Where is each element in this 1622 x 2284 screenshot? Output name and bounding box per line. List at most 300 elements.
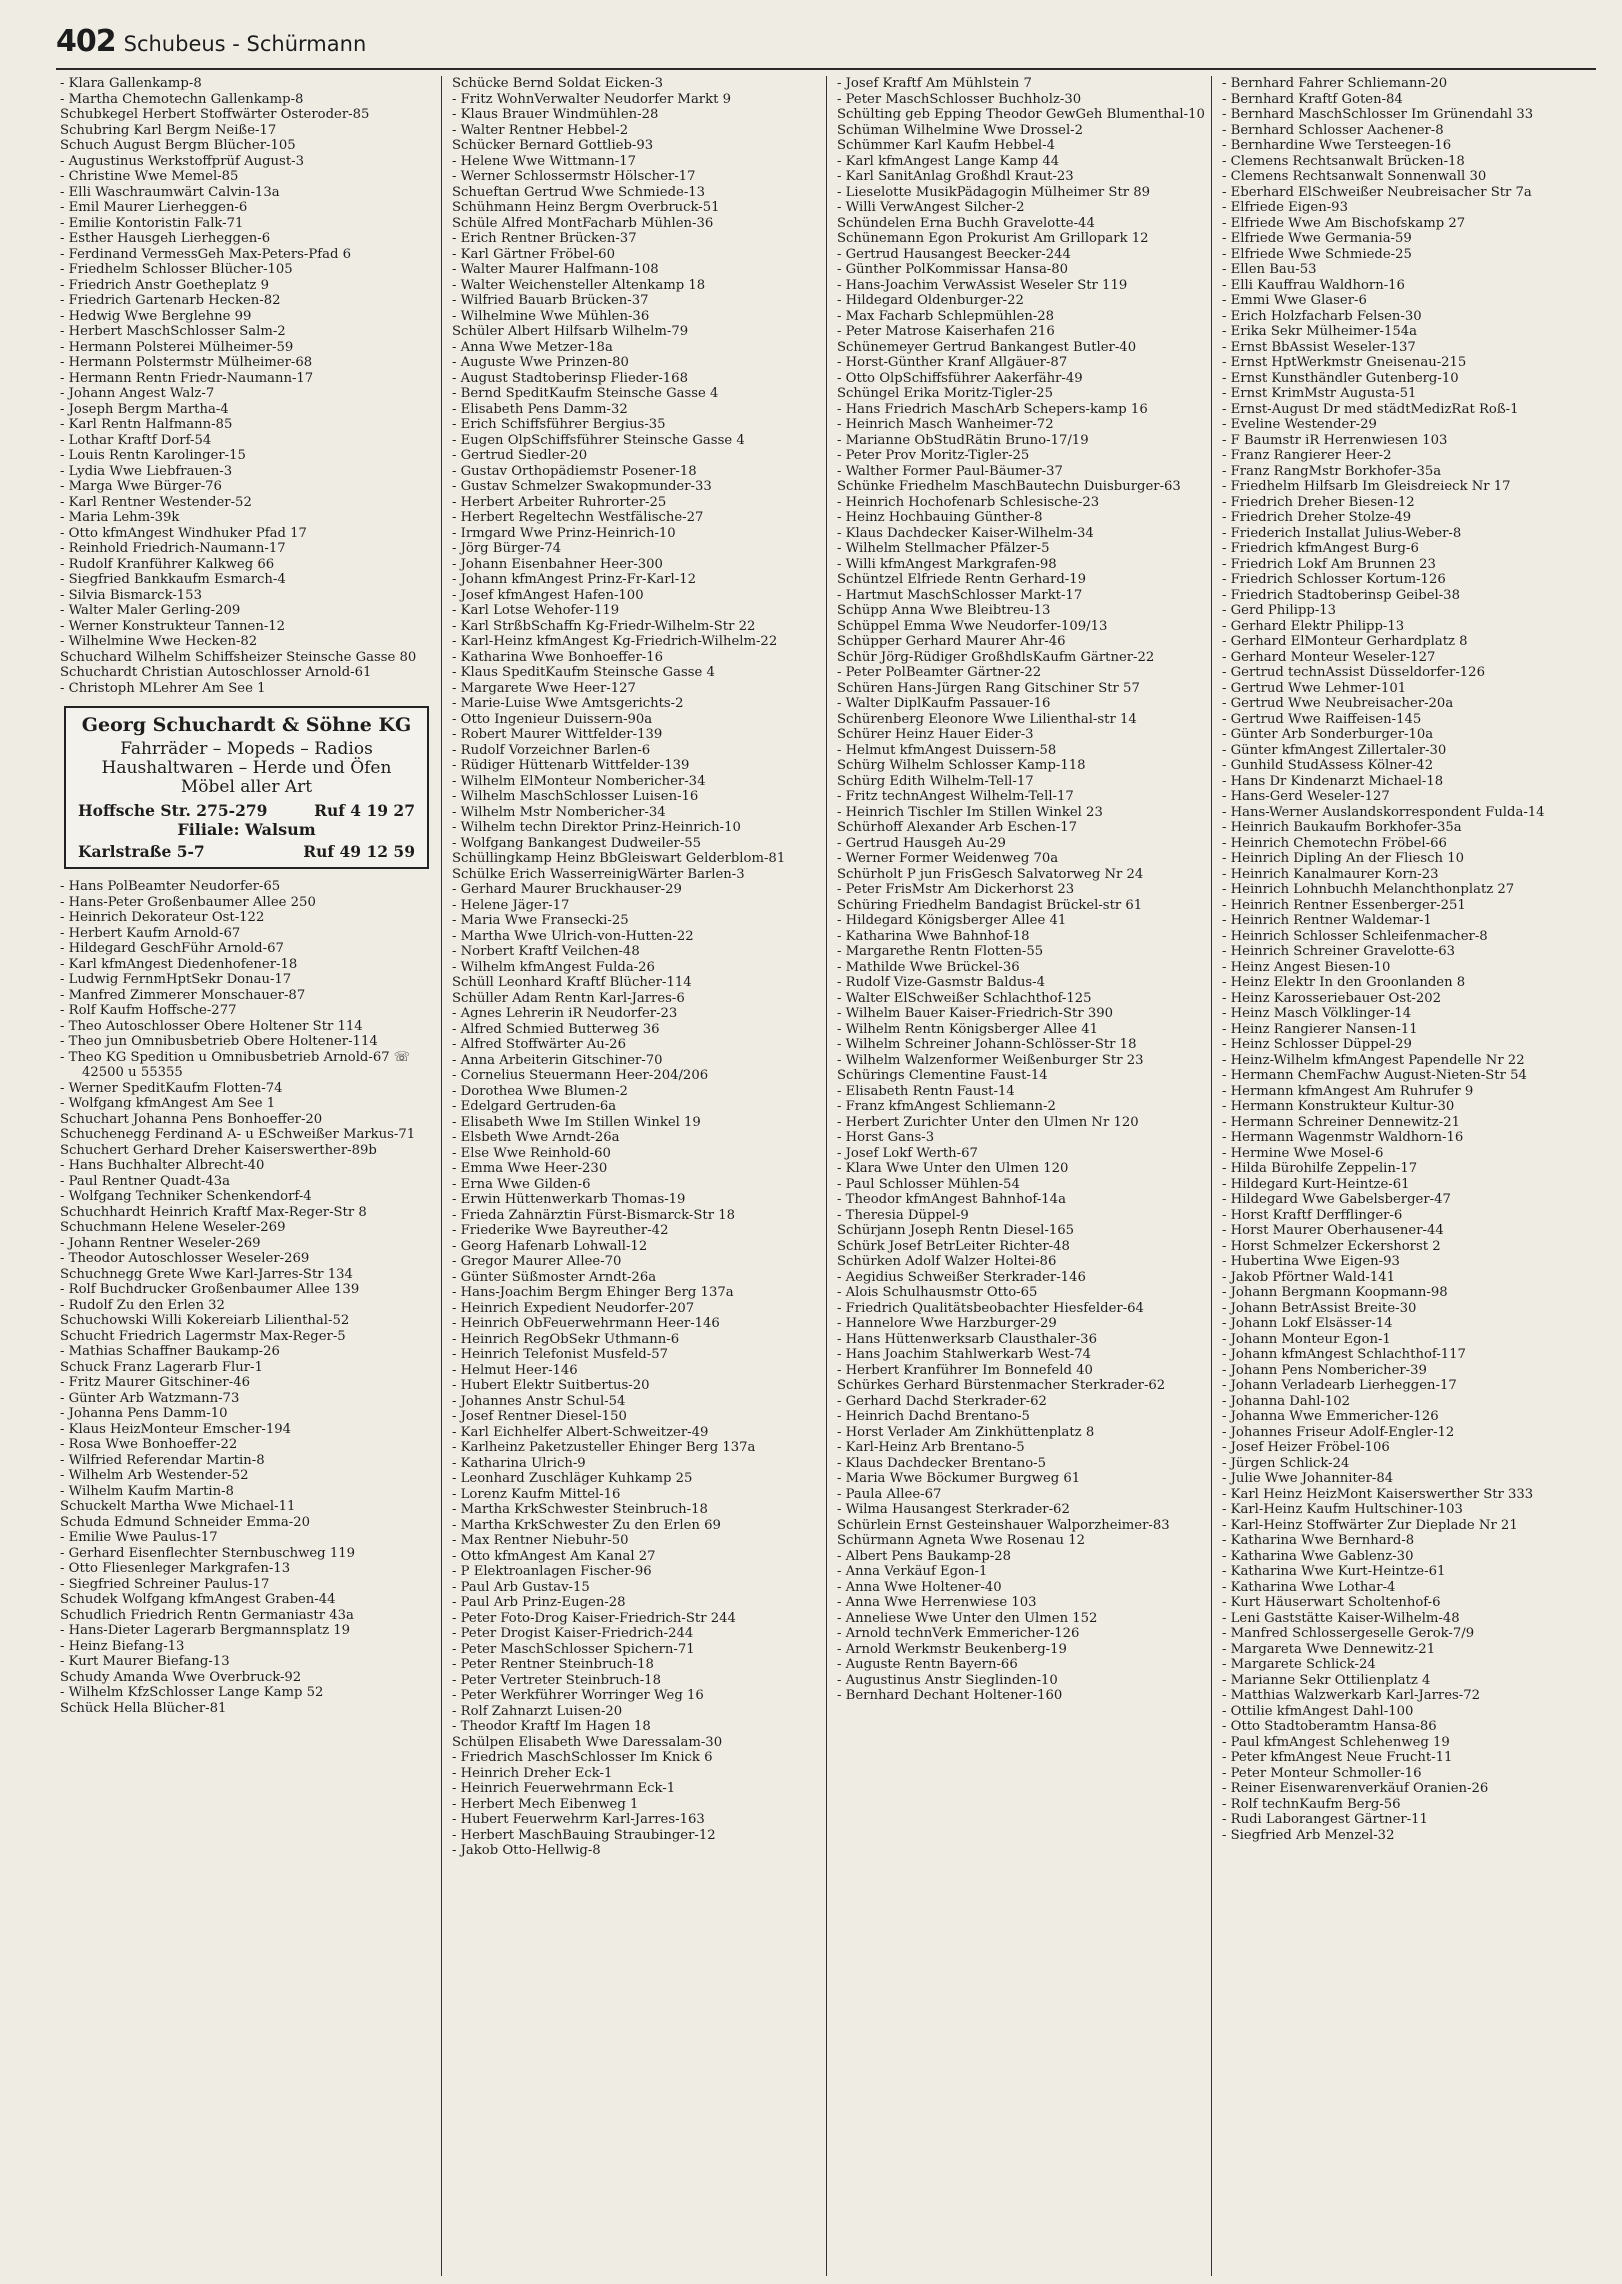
directory-entry: - Ernst KrimMstr Augusta-51 [1222,386,1417,401]
directory-entry: - Heinz Rangierer Nansen-11 [1222,1021,1418,1037]
directory-entry: - Johann kfmAngest Schlachthof-117 [1222,1347,1466,1362]
directory-entry: - Hans-Peter Großenbaumer Allee 250 [60,894,316,910]
directory-entry: - Bernhard Schlosser Aachener-8 [1222,122,1444,138]
page-header [56,24,366,60]
directory-entry: - Hans Dr Kindenarzt Michael-18 [1222,773,1444,789]
directory-entry: Schülting geb Epping Theodor GewGeh Blumenthal-10 [837,107,1205,122]
directory-entry: - Hildegard Königsberger Allee 41 [837,913,1067,928]
directory-entry: - Herbert Kranführer Im Bonnefeld 40 [837,1362,1093,1378]
directory-entry: Schünemann Egon Prokurist Am Grillopark 12 [837,231,1149,246]
ad-address-1: Hoffsche Str. 275-279 [78,800,268,820]
directory-entry: - Josef kfmAngest Hafen-100 [452,587,644,603]
directory-entry: - Friedhelm Schlosser Blücher-105 [60,262,293,277]
directory-entry: - Erna Wwe Gilden-6 [452,1176,591,1192]
directory-entry: - Wilhelm Kaufm Martin-8 [60,1483,234,1499]
directory-entry: - Herbert Arbeiter Ruhrorter-25 [452,494,667,510]
directory-entry: - Siegfried Arb Menzel-32 [1222,1827,1395,1843]
directory-entry: - Helmut Heer-146 [452,1362,578,1378]
directory-entry: - Wilhelm Rentn Königsberger Allee 41 [837,1021,1099,1037]
directory-entry: Schürmann Agneta Wwe Rosenau 12 [837,1533,1085,1548]
directory-entry: - Werner Schlossermstr Hölscher-17 [452,169,696,184]
directory-entry: - Hans Joachim Stahlwerkarb West-74 [837,1347,1092,1362]
directory-entry: - Günter kfmAngest Zillertaler-30 [1222,742,1447,758]
directory-entry: - Friedrich Schlosser Kortum-126 [1222,572,1446,587]
directory-entry: - Wilhelmine Wwe Mühlen-36 [452,308,650,324]
directory-entry: - Gerhard Eisenflechter Sternbuschweg 119 [60,1545,355,1561]
directory-entry: - Heinz Angest Biesen-10 [1222,959,1391,975]
directory-entry: - Wilfried Referendar Martin-8 [60,1452,265,1468]
directory-entry: Schür Jörg-Rüdiger GroßhdlsKaufm Gärtner-22 [837,649,1155,665]
directory-entry: Schüpper Gerhard Maurer Ahr-46 [837,634,1066,649]
directory-entry: - Helmut kfmAngest Duissern-58 [837,742,1057,758]
directory-entry: - Josef Lokf Werth-67 [837,1145,978,1161]
directory-entry: - Wilhelm Schreiner Johann-Schlösser-Str 18 [837,1037,1137,1052]
directory-entry: - Karl-Heinz Stoffwärter Zur Dieplade Nr 21 [1222,1517,1518,1533]
directory-entry: - Walter DiplKaufm Passauer-16 [837,696,1051,711]
directory-entry: - Wilfried Bauarb Brücken-37 [452,293,649,308]
directory-entry: - Heinz Hochbauing Günther-8 [837,510,1043,525]
directory-entry: - Horst Gans-3 [837,1130,935,1145]
directory-entry: - Rolf Buchdrucker Großenbaumer Allee 139 [60,1282,360,1297]
directory-entry: - Peter MaschSchlosser Spichern-71 [452,1641,695,1657]
directory-entry: - Heinrich Dipling An der Fliesch 10 [1222,851,1465,866]
directory-entry: - Jürgen Schlick-24 [1222,1455,1350,1471]
directory-entry: - Katharina Wwe Kurt-Heintze-61 [1222,1564,1446,1579]
page-number: 402 [56,24,116,59]
directory-entry: - Hans Buchhalter Albrecht-40 [60,1158,265,1173]
directory-entry: - Heinrich Masch Wanheimer-72 [837,417,1054,432]
directory-entry: - Peter Werkführer Worringer Weg 16 [452,1688,704,1703]
directory-entry: - Maria Lehm-39k [60,510,180,525]
directory-entry: - Johann Monteur Egon-1 [1222,1331,1391,1347]
directory-entry: Schuchowski Willi Kokereiarb Lilienthal-52 [60,1313,350,1328]
directory-entry: - Walther Former Paul-Bäumer-37 [837,463,1063,479]
directory-entry: - Peter PolBeamter Gärtner-22 [837,665,1042,680]
directory-entry: - Anna Wwe Herrenwiese 103 [837,1595,1037,1610]
directory-entry: - Max Facharb Schlepmühlen-28 [837,308,1055,324]
directory-entry: - Herbert Mech Eibenweg 1 [452,1796,639,1812]
directory-entry: - Karl kfmAngest Lange Kamp 44 [837,153,1060,169]
directory-entry: - Heinrich Dachd Brentano-5 [837,1409,1030,1424]
directory-entry: - Hubertina Wwe Eigen-93 [1222,1254,1400,1269]
directory-entry: - Wilhelm Walzenformer Weißenburger Str 23 [837,1052,1144,1068]
column-1-bottom-entries [60,879,435,1716]
directory-entry: - Johann Pens Nombericher-39 [1222,1362,1427,1378]
directory-entry: Schüring Friedhelm Bandagist Brückel-str 61 [837,897,1143,913]
directory-entry: Schüll Leonhard Kraftf Blücher-114 [452,975,692,990]
directory-entry: Schürlein Ernst Gesteinshauer Walporzheimer-83 [837,1517,1170,1533]
directory-entry: Schüntzel Elfriede Rentn Gerhard-19 [837,572,1087,587]
directory-entry: - Anna Verkäuf Egon-1 [837,1564,988,1579]
directory-entry: - Wolfgang Bankangest Dudweiler-55 [452,835,702,851]
directory-entry: - Alfred Schmied Butterweg 36 [452,1021,660,1037]
directory-entry: - Hildegard GeschFühr Arnold-67 [60,941,284,956]
directory-entry: - Emilie Kontoristin Falk-71 [60,215,244,231]
directory-entry: - Rudolf Vorzeichner Barlen-6 [452,742,651,758]
directory-entry: - Gertrud technAssist Düsseldorfer-126 [1222,665,1485,680]
directory-entry: - Theo jun Omnibusbetrieb Obere Holtener-114 [60,1034,378,1049]
directory-entry: - Peter Vertreter Steinbruch-18 [452,1672,661,1688]
directory-entry: - Gertrud Wwe Raiffeisen-145 [1222,711,1422,727]
directory-entry: - Friedrich Dreher Biesen-12 [1222,494,1415,510]
directory-entry: - Theodor kfmAngest Bahnhof-14a [837,1192,1066,1207]
directory-entry: - Ellen Bau-53 [1222,262,1317,277]
advertisement-box [64,706,429,869]
directory-entry: - Arnold Werkmstr Beukenberg-19 [837,1641,1067,1657]
directory-entry: - Lorenz Kaufm Mittel-16 [452,1486,621,1502]
directory-entry: - Robert Maurer Wittfelder-139 [452,727,663,742]
directory-entry: Schülpen Elisabeth Wwe Daressalam-30 [452,1734,723,1750]
directory-entry: - Gertrud Wwe Lehmer-101 [1222,680,1407,696]
header-rule [56,68,1596,70]
directory-entry: - Helene Wwe Wittmann-17 [452,153,637,169]
directory-entry: - Anna Wwe Metzer-18a [452,339,613,355]
directory-entry: - Jakob Pförtner Wald-141 [1222,1269,1396,1285]
directory-entry: - Wolfgang kfmAngest Am See 1 [60,1096,276,1111]
directory-entry: - Marianne Sekr Ottilienplatz 4 [1222,1672,1431,1688]
directory-entry: - Horst Verlader Am Zinkhüttenplatz 8 [837,1424,1095,1440]
directory-entry: - Johann BetrAssist Breite-30 [1222,1300,1417,1316]
directory-entry: Schuda Edmund Schneider Emma-20 [60,1514,311,1530]
directory-entry: - Johannes Anstr Schul-54 [452,1393,626,1409]
directory-entry: - Matthias Walzwerkarb Karl-Jarres-72 [1222,1688,1481,1703]
directory-entry: - Else Wwe Reinhold-60 [452,1145,611,1161]
directory-entry: - Bernhard Dechant Holtener-160 [837,1688,1063,1703]
directory-entry: - Peter Prov Moritz-Tigler-25 [837,448,1030,463]
directory-entry: Schüle Alfred MontFacharb Mühlen-36 [452,215,714,231]
directory-entry: - Leonhard Zuschläger Kuhkamp 25 [452,1471,693,1486]
directory-entry: - Fritz WohnVerwalter Neudorfer Markt 9 [452,91,731,107]
directory-entry: - Heinz Elektr In den Groonlanden 8 [1222,975,1466,990]
directory-entry: - Walter ElSchweißer Schlachthof-125 [837,990,1092,1006]
directory-entry: - Hannelore Wwe Harzburger-29 [837,1316,1057,1331]
directory-entry: - Karl StrßbSchaffn Kg-Friedr-Wilhelm-Str 22 [452,618,756,634]
directory-entry: - Rolf Zahnarzt Luisen-20 [452,1703,623,1719]
directory-entry: Schürkes Gerhard Bürstenmacher Sterkrader-62 [837,1378,1166,1393]
directory-entry: - Peter FrisMstr Am Dickerhorst 23 [837,882,1075,897]
directory-entry: - Elli Waschraumwärt Calvin-13a [60,184,280,200]
directory-entry: Schürings Clementine Faust-14 [837,1068,1048,1083]
directory-entry: - Ludwig FernmHptSekr Donau-17 [60,972,292,987]
directory-entry: - Reinhold Friedrich-Naumann-17 [60,541,286,556]
directory-entry: - Fritz technAngest Wilhelm-Tell-17 [837,789,1074,804]
directory-entry: - Rudi Laborangest Gärtner-11 [1222,1812,1428,1827]
directory-entry: - Franz RangMstr Borkhofer-35a [1222,463,1442,479]
directory-entry: - Heinrich Rentner Waldemar-1 [1222,913,1432,928]
directory-entry: - Gertrud Hausangest Beecker-244 [837,246,1071,262]
directory-entry: Schüler Albert Hilfsarb Wilhelm-79 [452,324,689,339]
directory-entry: Schüngel Erika Moritz-Tigler-25 [837,386,1053,401]
directory-entry: - Klaus SpeditKaufm Steinsche Gasse 4 [452,665,715,680]
directory-entry: - Arnold technVerk Emmericher-126 [837,1626,1080,1641]
directory-entry: - Karlheinz Paketzusteller Ehinger Berg 137a [452,1440,756,1455]
directory-entry: - Hermann Schreiner Dennewitz-21 [1222,1114,1460,1130]
directory-entry: - Gertrud Wwe Neubreisacher-20a [1222,696,1454,711]
directory-entry: - Augustinus Werkstoffprüf August-3 [60,153,304,169]
directory-entry: - Frieda Zahnärztin Fürst-Bismarck-Str 18 [452,1207,735,1223]
directory-entry: - Gerhard Elektr Philipp-13 [1222,618,1405,634]
directory-entry: - Siegfried Bankkaufm Esmarch-4 [60,572,286,587]
directory-entry: - Friedrich Lokf Am Brunnen 23 [1222,556,1436,572]
directory-entry: - Heinrich Feuerwehrmann Eck-1 [452,1781,676,1796]
directory-entry: - Heinrich Schlosser Schleifenmacher-8 [1222,928,1488,944]
directory-entry: - Klaus HeizMonteur Emscher-194 [60,1421,292,1437]
directory-entry: Schuchardt Christian Autoschlosser Arnold-61 [60,665,372,680]
directory-entry: - Elfriede Wwe Am Bischofskamp 27 [1222,215,1466,231]
ad-line-1: Fahrräder – Mopeds – Radios [120,738,373,759]
directory-entry: Schürer Heinz Hauer Eider-3 [837,727,1034,742]
directory-entry: - Otto Ingenieur Duissern-90a [452,711,653,727]
directory-entry: - Heinz Schlosser Düppel-29 [1222,1037,1412,1052]
directory-entry: - Peter Matrose Kaiserhafen 216 [837,324,1055,339]
directory-entry: Schülke Erich WasserreinigWärter Barlen-3 [452,866,745,882]
column-4 [1211,76,1596,2276]
directory-entry: - Fritz Maurer Gitschiner-46 [60,1375,250,1390]
directory-entry: - Hermann Polsterei Mülheimer-59 [60,339,294,355]
directory-entry: - Georg Hafenarb Lohwall-12 [452,1238,648,1254]
directory-entry: - Mathilde Wwe Brückel-36 [837,959,1020,975]
directory-entry: - Silvia Bismarck-153 [60,587,202,603]
directory-entry: - Erika Sekr Mülheimer-154a [1222,324,1417,339]
directory-entry: - Margarethe Rentn Flotten-55 [837,944,1044,959]
directory-entry: - Erich Holzfacharb Felsen-30 [1222,308,1422,324]
directory-entry: - Herbert Kaufm Arnold-67 [60,925,241,941]
directory-entry: - Heinrich RegObSekr Uthmann-6 [452,1331,680,1347]
directory-entry: - Gertrud Siedler-20 [452,448,588,463]
directory-entry: - Wilhelm techn Direktor Prinz-Heinrich-10 [452,820,741,835]
directory-entry: - Hermann Wagenmstr Waldhorn-16 [1222,1130,1464,1145]
directory-entry: - Heinrich Telefonist Musfeld-57 [452,1347,668,1362]
directory-entry: - Heinrich Baukaufm Borkhofer-35a [1222,820,1462,835]
directory-entry: - Wilhelm Bauer Kaiser-Friedrich-Str 390 [837,1006,1114,1021]
directory-entry: - Hermann kfmAngest Am Ruhrufer 9 [1222,1083,1474,1099]
directory-entry: - Herbert Zurichter Unter den Ulmen Nr 120 [837,1114,1139,1130]
directory-entry: - Eugen OlpSchiffsführer Steinsche Gasse 4 [452,432,745,448]
directory-entry: Schuckelt Martha Wwe Michael-11 [60,1499,296,1514]
directory-entry: - Erich Schiffsführer Bergius-35 [452,417,666,432]
directory-entry: - Heinrich Dreher Eck-1 [452,1765,613,1781]
directory-entry: - Heinrich Kanalmaurer Korn-23 [1222,866,1439,882]
directory-entry: - August Stadtoberinsp Flieder-168 [452,370,688,386]
directory-entry: - Manfred Schlossergeselle Gerok-7/9 [1222,1626,1475,1641]
directory-entry: - Herbert MaschSchlosser Salm-2 [60,324,286,339]
directory-entry: Schüpp Anna Wwe Bleibtreu-13 [837,603,1051,618]
directory-entry: - Emilie Wwe Paulus-17 [60,1530,218,1545]
directory-entry: - Martha KrkSchwester Zu den Erlen 69 [452,1517,721,1533]
directory-entry: - Bernd SpeditKaufm Steinsche Gasse 4 [452,386,719,401]
directory-entry: Schühmann Heinz Bergm Overbruck-51 [452,200,720,215]
directory-entry: - Elli Kauffrau Waldhorn-16 [1222,277,1405,293]
directory-entry: - Lydia Wwe Liebfrauen-3 [60,463,233,479]
directory-entry: - Theresia Düppel-9 [837,1207,969,1223]
directory-entry: - Karl Gärtner Fröbel-60 [452,246,615,262]
directory-entry: - Karl-Heinz Kaufm Hultschiner-103 [1222,1502,1463,1517]
directory-entry: - Friedrich Stadtoberinsp Geibel-38 [1222,587,1460,603]
directory-entry: - Johanna Pens Damm-10 [60,1406,228,1421]
directory-entry: - Herbert MaschBauing Straubinger-12 [452,1827,716,1843]
directory-entry: - Hedwig Wwe Berglehne 99 [60,308,252,324]
directory-entry: - Karl-Heinz kfmAngest Kg-Friedrich-Wilhelm-22 [452,634,778,649]
directory-entry: Schürk Josef BetrLeiter Richter-48 [837,1238,1070,1254]
directory-entry: - Martha Chemotechn Gallenkamp-8 [60,91,304,107]
directory-entry: - Agnes Lehrerin iR Neudorfer-23 [452,1006,678,1021]
directory-entry: - Friedrich Qualitätsbeobachter Hiesfelder-64 [837,1300,1144,1316]
directory-entry: - Erich Rentner Brücken-37 [452,231,637,246]
directory-entry: - Willi kfmAngest Markgrafen-98 [837,556,1057,572]
directory-entry: - Bernhard MaschSchlosser Im Grünendahl 33 [1222,107,1534,122]
directory-entry: - Werner SpeditKaufm Flotten-74 [60,1080,283,1096]
directory-entry: - Karl Heinz HeizMont Kaiserswerther Str 333 [1222,1486,1534,1502]
directory-entry: - Katharina Wwe Gablenz-30 [1222,1548,1414,1564]
directory-entry: Schümmer Karl Kaufm Hebbel-4 [837,138,1055,153]
directory-entry: - Wilhelm Arb Westender-52 [60,1468,249,1483]
directory-entry: - Johanna Dahl-102 [1222,1393,1351,1409]
directory-entry: - Friedrich kfmAngest Burg-6 [1222,541,1419,556]
directory-entry: Schubring Karl Bergm Neiße-17 [60,122,277,138]
directory-entry: - Hans-Dieter Lagerarb Bergmannsplatz 19 [60,1623,350,1638]
directory-entry: Schünke Friedhelm MaschBautechn Duisburger-63 [837,479,1181,494]
directory-entry: - Elfriede Wwe Schmiede-25 [1222,246,1412,262]
directory-entry: - Friedrich Dreher Stolze-49 [1222,510,1412,525]
directory-entry: - Karl Rentn Halfmann-85 [60,417,233,432]
directory-entry: - Rudolf Zu den Erlen 32 [60,1297,225,1313]
directory-entry: - Heinrich ObFeuerwehrmann Heer-146 [452,1316,720,1331]
directory-entry: - Otto Stadtoberamtm Hansa-86 [1222,1719,1437,1734]
directory-entry: - Irmgard Wwe Prinz-Heinrich-10 [452,525,676,541]
directory-entry: - Otto kfmAngest Windhuker Pfad 17 [60,525,307,541]
directory-entry: Schücker Bernard Gottlieb-93 [452,138,654,153]
directory-entry: - Edelgard Gertruden-6a [452,1099,617,1114]
directory-entry: Schück Hella Blücher-81 [60,1700,227,1716]
ad-phone-1: Ruf 4 19 27 [314,800,415,820]
directory-entry: Schüllingkamp Heinz BbGleiswart Gelderblom-81 [452,851,786,866]
directory-entry: Schuck Franz Lagerarb Flur-1 [60,1359,263,1375]
directory-entry: - Karl Eichhelfer Albert-Schweitzer-49 [452,1424,709,1440]
directory-entry: - Hildegard Kurt-Heintze-61 [1222,1176,1410,1192]
directory-entry: - Katharina Wwe Bahnhof-18 [837,928,1030,944]
directory-entry: - Rolf Kaufm Hoffsche-277 [60,1003,237,1018]
directory-entry: - Herbert Regeltechn Westfälische-27 [452,510,704,525]
directory-entry: - Wilhelm KfzSchlosser Lange Kamp 52 [60,1685,324,1700]
directory-entry: - Max Rentner Niebuhr-50 [452,1533,629,1548]
directory-entry: - Elfriede Wwe Germania-59 [1222,231,1412,246]
directory-entry: - Werner Former Weidenweg 70a [837,851,1059,866]
directory-entry: - Rüdiger Hüttenarb Wittfelder-139 [452,758,690,773]
directory-entry: - Heinz Karosseriebauer Ost-202 [1222,990,1442,1006]
directory-entry: - Johann Angest Walz-7 [60,386,215,401]
directory-entry: - Johanna Wwe Emmericher-126 [1222,1409,1439,1424]
directory-entry: - Gunhild StudAssess Kölner-42 [1222,758,1434,773]
directory-entry: - Katharina Wwe Bonhoeffer-16 [452,649,663,665]
directory-entry: - Peter Monteur Schmoller-16 [1222,1765,1422,1781]
page-range-title: Schubeus - Schürmann [123,32,367,56]
directory-entry: - Heinrich Schreiner Gravelotte-63 [1222,944,1456,959]
directory-entry: - Paul kfmAngest Schlehenweg 19 [1222,1734,1450,1750]
directory-entry: - Erwin Hüttenwerkarb Thomas-19 [452,1192,686,1207]
directory-entry: - Gustav Orthopädiemstr Posener-18 [452,463,697,479]
directory-entry: - Elisabeth Wwe Im Stillen Winkel 19 [452,1114,701,1130]
directory-entry: - Friedrich Gartenarb Hecken-82 [60,293,281,308]
directory-entry: - Günter Arb Sonderburger-10a [1222,727,1434,742]
directory-entry: - Elisabeth Rentn Faust-14 [837,1083,1015,1099]
directory-entry: Schueftan Gertrud Wwe Schmiede-13 [452,184,706,200]
directory-entry: Schucht Friedrich Lagermstr Max-Reger-5 [60,1328,346,1344]
directory-entry: - Peter Drogist Kaiser-Friedrich-244 [452,1626,694,1641]
directory-entry: - Ernst-August Dr med städtMedizRat Roß-1 [1222,401,1519,417]
directory-columns [56,76,1596,2276]
directory-entry: - Otto OlpSchiffsführer Aakerfähr-49 [837,370,1083,386]
directory-entry: - Ernst HptWerkmstr Gneisenau-215 [1222,355,1467,370]
directory-entry: - Klaus Dachdecker Brentano-5 [837,1455,1047,1471]
directory-entry: Schuchmann Helene Weseler-269 [60,1220,286,1235]
directory-entry: - Anneliese Wwe Unter den Ulmen 152 [837,1610,1098,1626]
directory-entry: - Eberhard ElSchweißer Neubreisacher Str 7a [1222,184,1532,200]
directory-entry: - Hildegard Oldenburger-22 [837,293,1024,308]
directory-entry: - Friedrich Anstr Goetheplatz 9 [60,277,269,293]
directory-entry: - Paul Arb Prinz-Eugen-28 [452,1595,626,1610]
directory-entry: Schücke Bernd Soldat Eicken-3 [452,76,664,91]
directory-entry: - Otto kfmAngest Am Kanal 27 [452,1548,656,1564]
directory-entry: - Günther PolKommissar Hansa-80 [837,262,1069,277]
directory-entry: - Theodor Kraftf Im Hagen 18 [452,1719,651,1734]
directory-entry: - Elsbeth Wwe Arndt-26a [452,1130,620,1145]
directory-entry: - Theo Autoschlosser Obere Holtener Str 114 [60,1018,363,1034]
directory-entry: Schünemeyer Gertrud Bankangest Butler-40 [837,339,1137,355]
directory-entry: - Horst Kraftf Derfflinger-6 [1222,1207,1403,1223]
directory-entry: - Klaus Dachdecker Kaiser-Wilhelm-34 [837,525,1094,541]
directory-entry: - Kurt Häuserwart Scholtenhof-6 [1222,1595,1441,1610]
directory-entry: - Paul Rentner Quadt-43a [60,1173,231,1189]
directory-entry: - Wilhelm ElMonteur Nombericher-34 [452,773,706,789]
directory-entry: - Heinrich Rentner Essenberger-251 [1222,897,1466,913]
directory-entry: - Klara Wwe Unter den Ulmen 120 [837,1161,1069,1176]
directory-entry: Schürg Edith Wilhelm-Tell-17 [837,773,1034,789]
directory-entry: - Friederich Installat Julius-Weber-8 [1222,525,1462,541]
directory-entry: - Hermann Rentn Friedr-Naumann-17 [60,370,314,386]
directory-entry: - Günter Süßmoster Arndt-26a [452,1269,657,1285]
directory-entry: - Heinrich Dekorateur Ost-122 [60,910,265,925]
directory-entry: - Margarete Wwe Heer-127 [452,680,636,696]
directory-entry: - Wilhelm Stellmacher Pfälzer-5 [837,541,1050,556]
directory-entry: - Peter MaschSchlosser Buchholz-30 [837,91,1082,107]
directory-entry: - Hildegard Wwe Gabelsberger-47 [1222,1192,1451,1207]
directory-entry: - Hermann ChemFachw August-Nieten-Str 54 [1222,1068,1527,1083]
directory-entry: - Christine Wwe Memel-85 [60,169,239,184]
directory-entry: - Heinz Masch Völklinger-14 [1222,1006,1412,1021]
directory-entry: - Emma Wwe Heer-230 [452,1161,608,1176]
directory-entry: - Lieselotte MusikPädagogin Mülheimer Str 89 [837,184,1151,200]
directory-entry: - Siegfried Schreiner Paulus-17 [60,1576,270,1592]
ad-branch: Filiale: Walsum [177,820,316,839]
directory-entry: - Heinrich Hochofenarb Schlesische-23 [837,494,1100,510]
directory-entry: - F Baumstr iR Herrenwiesen 103 [1222,432,1448,448]
directory-entry: - Martha KrkSchwester Steinbruch-18 [452,1502,708,1517]
directory-entry: - Hans Hüttenwerksarb Clausthaler-36 [837,1331,1097,1347]
directory-entry: Schürenberg Eleonore Wwe Lilienthal-str 14 [837,711,1137,727]
directory-entry: - Johann Rentner Weseler-269 [60,1235,261,1251]
directory-entry: Schüppel Emma Wwe Neudorfer-109/13 [837,618,1108,634]
directory-entry: - Walter Maler Gerling-209 [60,603,241,618]
directory-entry: - Rudolf Vize-Gasmstr Baldus-4 [837,975,1046,990]
directory-entry: - Klaus Brauer Windmühlen-28 [452,107,659,122]
directory-entry: - Theodor Autoschlosser Weseler-269 [60,1251,310,1266]
directory-entry: Schürken Adolf Walzer Holtei-86 [837,1254,1057,1269]
directory-entry: - Auguste Rentn Bayern-66 [837,1657,1018,1672]
directory-entry: - Johannes Friseur Adolf-Engler-12 [1222,1424,1455,1440]
directory-entry: - Gustav Schmelzer Swakopmunder-33 [452,479,712,494]
directory-entry: - Heinz-Wilhelm kfmAngest Papendelle Nr 22 [1222,1052,1525,1068]
directory-entry: - Hans-Gerd Weseler-127 [1222,789,1390,804]
